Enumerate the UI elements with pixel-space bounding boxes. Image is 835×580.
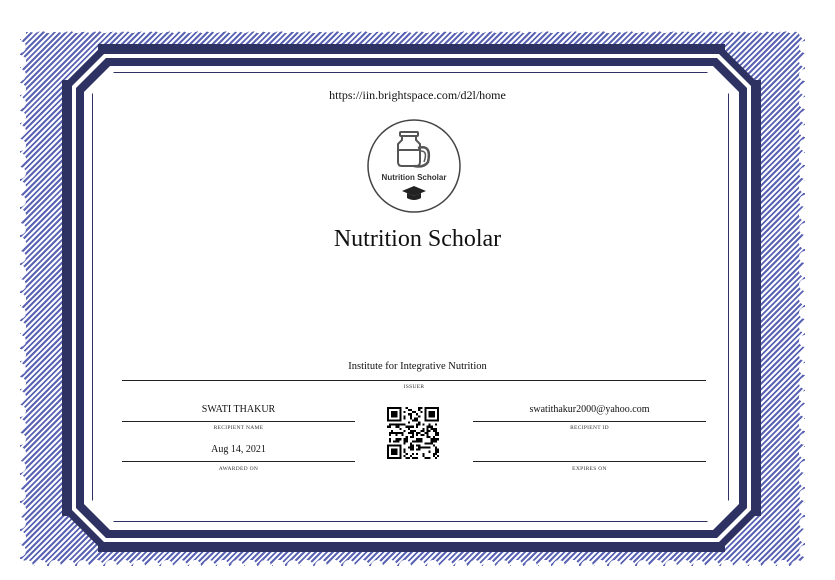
issuer-value: Institute for Integrative Nutrition	[348, 361, 487, 372]
recipient-id-value: swatithakur2000@yahoo.com	[529, 404, 650, 415]
recipient-name-value: SWATI THAKUR	[201, 404, 276, 415]
certificate-title: Nutrition Scholar	[333, 226, 502, 252]
expires-on-rule	[473, 461, 706, 462]
certificate-url[interactable]: https://iin.brightspace.com/d2l/home	[329, 88, 506, 102]
recipient-name-rule	[122, 421, 355, 422]
awarded-on-value: Aug 14, 2021	[211, 444, 266, 455]
badge-label: Nutrition Scholar	[381, 173, 447, 182]
nutrition-scholar-badge	[366, 118, 462, 214]
border-scallop-right	[797, 26, 805, 566]
recipient-id-rule	[473, 421, 706, 422]
awarded-on-label: AWARDED ON	[218, 466, 259, 472]
awarded-on-rule	[122, 461, 355, 462]
qr-code[interactable]	[386, 407, 440, 459]
issuer-label: ISSUER	[403, 384, 425, 390]
recipient-id-label: RECIPIENT ID	[570, 425, 609, 431]
expires-on-label: EXPIRES ON	[572, 466, 607, 472]
recipient-name-label: RECIPIENT NAME	[213, 425, 264, 431]
border-scallop-left	[20, 26, 28, 566]
issuer-rule	[122, 380, 706, 381]
